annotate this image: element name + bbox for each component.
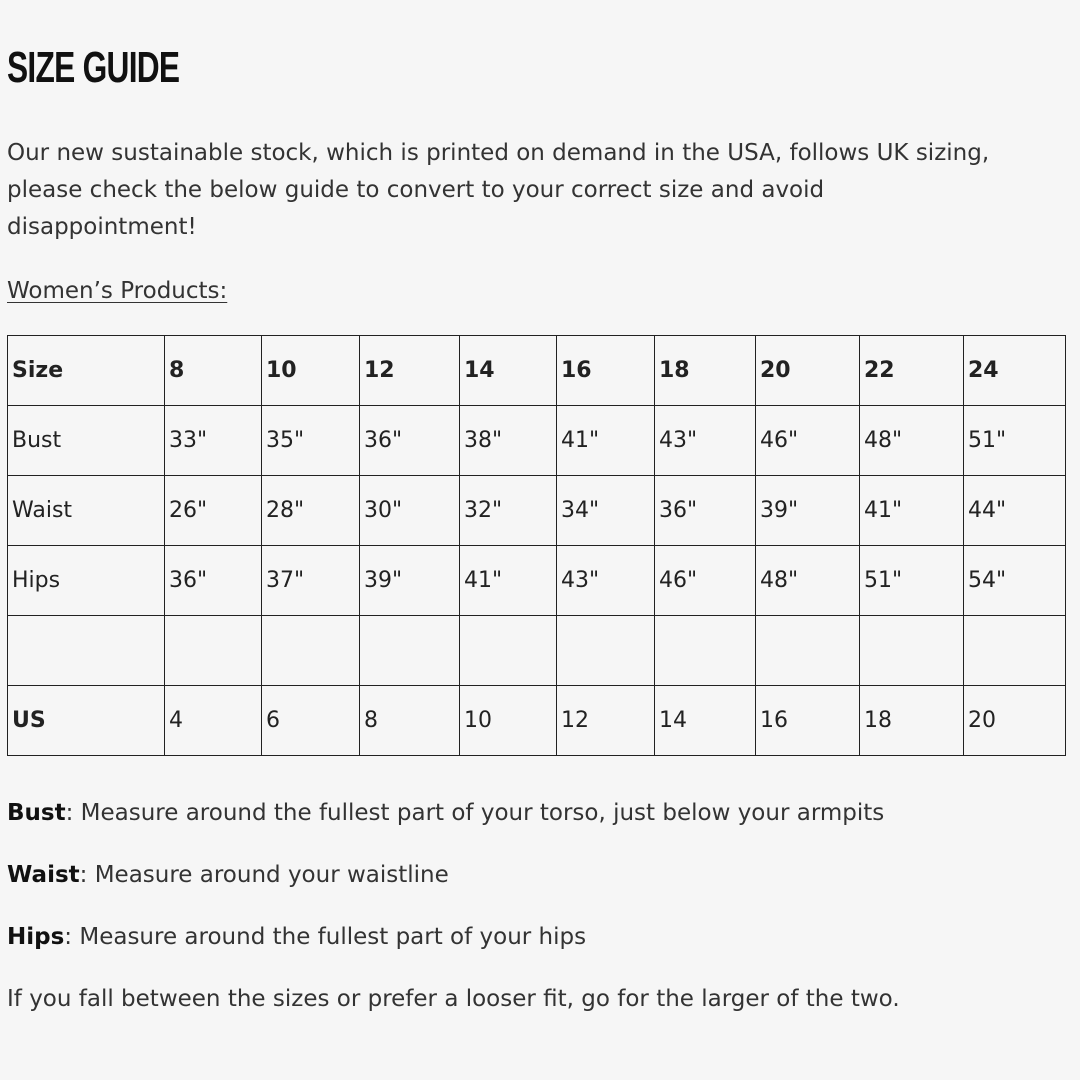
- table-cell: [165, 616, 262, 686]
- bust-term: Bust: [7, 800, 66, 826]
- table-cell: [360, 616, 460, 686]
- table-cell: 36": [165, 546, 262, 616]
- table-cell: [460, 616, 557, 686]
- table-cell: 20: [964, 686, 1066, 756]
- row-label-cell: US: [8, 686, 165, 756]
- table-cell: 12: [557, 686, 655, 756]
- size-chart-table: [7, 335, 1066, 756]
- table-cell: 35": [262, 406, 360, 476]
- intro-text: Our new sustainable stock, which is printed on demand in the USA, follows UK sizing, please check the below guide to convert to your correct size and avoid disappointment!: [7, 140, 990, 240]
- table-cell: [756, 616, 860, 686]
- table-cell: 10: [460, 686, 557, 756]
- table-cell: 36": [655, 476, 756, 546]
- table-cell: 12: [360, 336, 460, 406]
- table-cell: 41": [557, 406, 655, 476]
- table-cell: 41": [860, 476, 964, 546]
- table-cell: 37": [262, 546, 360, 616]
- table-cell: 4: [165, 686, 262, 756]
- hips-description: : Measure around the fullest part of your hips: [64, 924, 587, 950]
- table-cell: 18: [860, 686, 964, 756]
- table-cell: [262, 616, 360, 686]
- row-label-cell: Hips: [8, 546, 165, 616]
- table-header-row: [8, 336, 1066, 406]
- table-cell: 24: [964, 336, 1066, 406]
- row-label-cell: Size: [8, 336, 165, 406]
- table-cell: 8: [360, 686, 460, 756]
- table-cell: 43": [655, 406, 756, 476]
- table-cell: 18: [655, 336, 756, 406]
- table-cell: 26": [165, 476, 262, 546]
- bust-note: [7, 797, 1067, 829]
- table-cell: 39": [756, 476, 860, 546]
- table-cell: 6: [262, 686, 360, 756]
- table-cell: 20: [756, 336, 860, 406]
- table-row: [8, 616, 1066, 686]
- table-cell: 46": [655, 546, 756, 616]
- page-title: SIZE GUIDE: [7, 43, 180, 92]
- table-cell: 33": [165, 406, 262, 476]
- table-cell: 46": [756, 406, 860, 476]
- row-label-cell: [8, 616, 165, 686]
- table-cell: 30": [360, 476, 460, 546]
- table-cell: 32": [460, 476, 557, 546]
- table-cell: 38": [460, 406, 557, 476]
- table-cell: [655, 616, 756, 686]
- table-cell: 54": [964, 546, 1066, 616]
- table-cell: 34": [557, 476, 655, 546]
- row-label-cell: Waist: [8, 476, 165, 546]
- table-cell: 28": [262, 476, 360, 546]
- table-cell: 48": [860, 406, 964, 476]
- table-cell: 14: [460, 336, 557, 406]
- table-cell: 39": [360, 546, 460, 616]
- table-row: [8, 686, 1066, 756]
- table-cell: 51": [860, 546, 964, 616]
- table-cell: 10: [262, 336, 360, 406]
- row-label-cell: Bust: [8, 406, 165, 476]
- measurement-notes: [7, 797, 1067, 1045]
- table-cell: 41": [460, 546, 557, 616]
- fit-note: If you fall between the sizes or prefer a looser fit, go for the larger of the two.: [7, 986, 900, 1012]
- bust-description: : Measure around the fullest part of your torso, just below your armpits: [65, 800, 885, 826]
- waist-note: [7, 859, 1067, 891]
- womens-products-link[interactable]: Women’s Products:: [7, 278, 228, 304]
- hips-note: [7, 921, 1067, 953]
- waist-description: : Measure around your waistline: [79, 862, 449, 888]
- table-cell: 14: [655, 686, 756, 756]
- hips-term: Hips: [7, 924, 65, 950]
- table-row: [8, 546, 1066, 616]
- table-cell: [860, 616, 964, 686]
- table-cell: 36": [360, 406, 460, 476]
- table-cell: 16: [557, 336, 655, 406]
- table-cell: 44": [964, 476, 1066, 546]
- table-row: [8, 476, 1066, 546]
- table-cell: [557, 616, 655, 686]
- table-cell: 8: [165, 336, 262, 406]
- table-cell: 43": [557, 546, 655, 616]
- table-cell: [964, 616, 1066, 686]
- table-cell: 16: [756, 686, 860, 756]
- table-cell: 51": [964, 406, 1066, 476]
- table-cell: 48": [756, 546, 860, 616]
- waist-term: Waist: [7, 862, 80, 888]
- table-row: [8, 406, 1066, 476]
- table-cell: 22: [860, 336, 964, 406]
